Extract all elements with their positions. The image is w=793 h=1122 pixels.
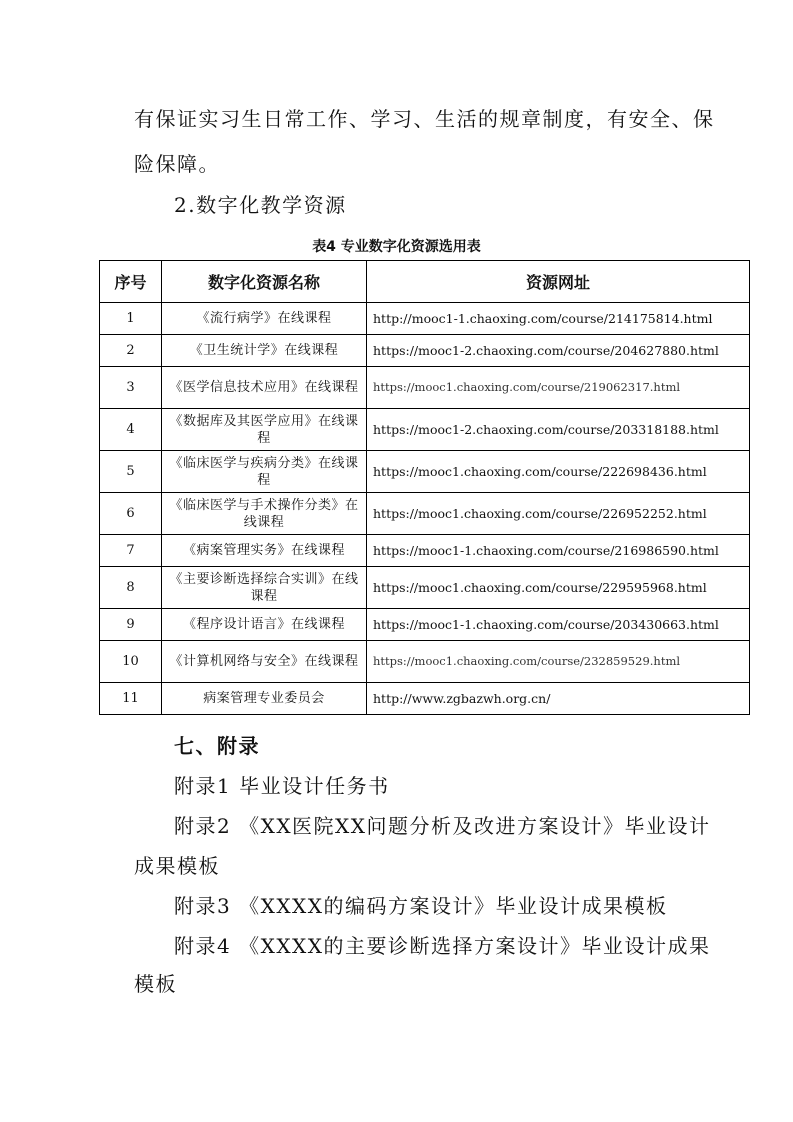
appendix-item-2: 附录2 《XX医院XX问题分析及改进方案设计》毕业设计 bbox=[174, 814, 711, 838]
appendix-item-2-continued: 成果模板 bbox=[134, 854, 220, 878]
resource-name: 《程序设计语言》在线课程 bbox=[162, 609, 367, 641]
intro-line-1: 有保证实习生日常工作、学习、生活的规章制度，有安全、保 bbox=[134, 107, 715, 131]
appendix-heading: 七、附录 bbox=[174, 734, 260, 758]
table-row bbox=[100, 535, 750, 567]
resource-link[interactable]: https://mooc1-1.chaoxing.com/course/203430663.html bbox=[367, 609, 750, 641]
resource-name: 《临床医学与疾病分类》在线课程 bbox=[162, 451, 367, 493]
resource-link[interactable]: https://mooc1-1.chaoxing.com/course/216986590.html bbox=[367, 535, 750, 567]
table-row bbox=[100, 641, 750, 683]
row-number: 9 bbox=[100, 609, 162, 641]
header-resource-url: 资源网址 bbox=[367, 261, 750, 303]
resource-link[interactable]: http://www.zgbazwh.org.cn/ bbox=[367, 683, 750, 715]
table-row bbox=[100, 409, 750, 451]
resource-name: 《临床医学与手术操作分类》在线课程 bbox=[162, 493, 367, 535]
resource-link[interactable]: https://mooc1.chaoxing.com/course/222698436.html bbox=[367, 451, 750, 493]
table-row bbox=[100, 303, 750, 335]
section-title-digital-resources: 2.数字化教学资源 bbox=[174, 193, 347, 217]
resource-link[interactable]: https://mooc1.chaoxing.com/course/232859529.html bbox=[367, 641, 750, 683]
appendix-item-3: 附录3 《XXXX的编码方案设计》毕业设计成果模板 bbox=[174, 894, 668, 918]
resource-link[interactable]: https://mooc1-2.chaoxing.com/course/203318188.html bbox=[367, 409, 750, 451]
resource-name: 《病案管理实务》在线课程 bbox=[162, 535, 367, 567]
resource-link[interactable]: http://mooc1-1.chaoxing.com/course/214175814.html bbox=[367, 303, 750, 335]
resource-name: 病案管理专业委员会 bbox=[162, 683, 367, 715]
header-resource-name: 数字化资源名称 bbox=[162, 261, 367, 303]
appendix-item-4: 附录4 《XXXX的主要诊断选择方案设计》毕业设计成果 bbox=[174, 934, 711, 958]
resource-name: 《计算机网络与安全》在线课程 bbox=[162, 641, 367, 683]
header-number: 序号 bbox=[100, 261, 162, 303]
appendix-item-4-continued: 模板 bbox=[134, 972, 177, 996]
appendix-item-1: 附录1 毕业设计任务书 bbox=[174, 774, 390, 798]
digital-resources-table bbox=[99, 260, 750, 715]
resource-link[interactable]: https://mooc1.chaoxing.com/course/219062317.html bbox=[367, 367, 750, 409]
row-number: 8 bbox=[100, 567, 162, 609]
table-row bbox=[100, 609, 750, 641]
row-number: 1 bbox=[100, 303, 162, 335]
row-number: 11 bbox=[100, 683, 162, 715]
row-number: 6 bbox=[100, 493, 162, 535]
table-row bbox=[100, 451, 750, 493]
resource-link[interactable]: https://mooc1-2.chaoxing.com/course/204627880.html bbox=[367, 335, 750, 367]
resource-link[interactable]: https://mooc1.chaoxing.com/course/229595968.html bbox=[367, 567, 750, 609]
row-number: 5 bbox=[100, 451, 162, 493]
row-number: 4 bbox=[100, 409, 162, 451]
resource-name: 《卫生统计学》在线课程 bbox=[162, 335, 367, 367]
resource-name: 《主要诊断选择综合实训》在线课程 bbox=[162, 567, 367, 609]
table-row bbox=[100, 683, 750, 715]
table-row bbox=[100, 567, 750, 609]
table-row bbox=[100, 367, 750, 409]
intro-line-2: 险保障。 bbox=[134, 152, 220, 176]
row-number: 2 bbox=[100, 335, 162, 367]
row-number: 3 bbox=[100, 367, 162, 409]
table-row bbox=[100, 493, 750, 535]
table-header-row bbox=[100, 261, 750, 303]
resource-name: 《数据库及其医学应用》在线课程 bbox=[162, 409, 367, 451]
row-number: 10 bbox=[100, 641, 162, 683]
resource-name: 《医学信息技术应用》在线课程 bbox=[162, 367, 367, 409]
row-number: 7 bbox=[100, 535, 162, 567]
resource-name: 《流行病学》在线课程 bbox=[162, 303, 367, 335]
table-row bbox=[100, 335, 750, 367]
table-caption: 表4 专业数字化资源选用表 bbox=[312, 239, 481, 255]
resource-link[interactable]: https://mooc1.chaoxing.com/course/226952252.html bbox=[367, 493, 750, 535]
